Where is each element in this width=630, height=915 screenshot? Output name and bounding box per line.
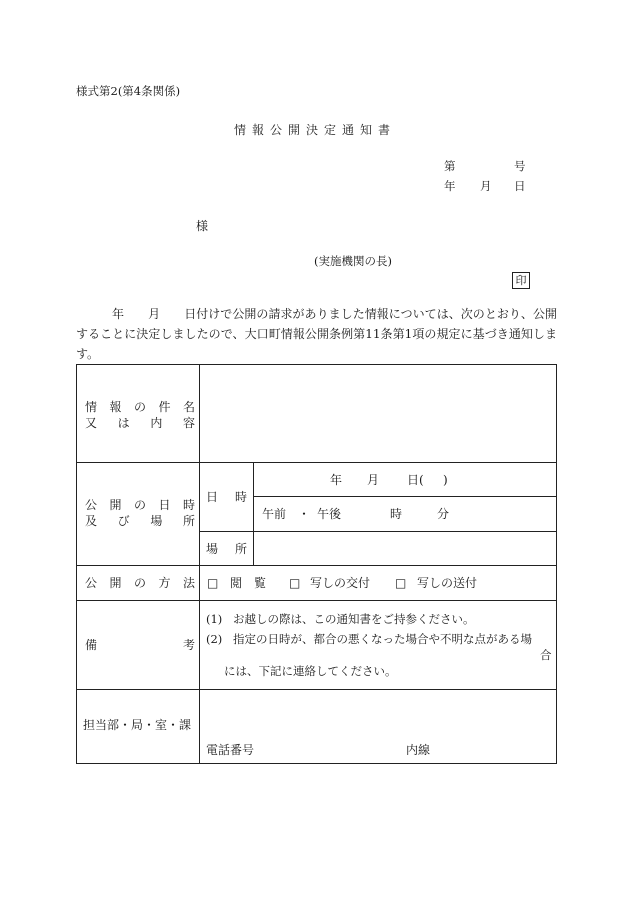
remark-2-text: 指定の日時が、都合の悪くなった場合や不明な点がある場	[233, 632, 532, 646]
date-month-unit: 月	[367, 473, 380, 487]
remark-1-text: お越しの際は、この通知書をご持参ください。	[233, 612, 475, 626]
document-number-suffix: 号	[514, 159, 526, 173]
method-label-cell	[77, 566, 200, 600]
time-minute-unit: 分	[437, 507, 450, 521]
document-title: 情報公開決定通知書	[233, 123, 396, 137]
method-browse-label: 閲 覧	[230, 576, 267, 590]
notice-body: 年 月 日付けで公開の請求がありました情報については、次のとおり、公開することに決定しましたので、大口町情報公開条例第11条第1項の規定に基づき通知します。	[76, 307, 557, 361]
datetime-label-line1: 公 開 の 日 時	[85, 498, 195, 512]
method-copy-delivery-label: 写しの交付	[310, 576, 371, 590]
subject-label-line1: 情 報 の 件 名	[85, 400, 195, 414]
department-value-cell[interactable]	[200, 690, 556, 763]
method-label: 公 開 の 方 法	[85, 576, 195, 590]
time-separator: ・	[298, 507, 311, 521]
date-day-unit: 日(	[407, 473, 424, 487]
remark-2-continuation: には、下記に連絡してください。	[224, 664, 397, 678]
department-row	[77, 689, 556, 763]
issue-date-month: 月	[480, 179, 492, 193]
time-hour-unit: 時	[390, 507, 403, 521]
nichiji-label-cell: 日 時	[200, 463, 254, 531]
subject-label-line2: 又 は 内 容	[85, 416, 195, 430]
subject-value-cell[interactable]	[200, 365, 556, 462]
department-label: 担当部・局・室・課	[83, 718, 192, 732]
seal-box: 印	[512, 272, 530, 289]
datetime-label-cell	[77, 463, 200, 565]
method-copy-delivery-checkbox[interactable]: □	[289, 576, 301, 590]
method-copy-mail-checkbox[interactable]: □	[395, 576, 407, 590]
remarks-label: 備 考	[85, 638, 195, 652]
issue-date-year: 年	[444, 179, 456, 193]
department-label-cell	[77, 690, 200, 763]
method-browse-checkbox[interactable]: □	[207, 576, 219, 590]
remarks-cell	[200, 601, 556, 689]
subject-label-cell	[77, 365, 200, 462]
datetime-value-cell	[200, 463, 556, 565]
extension-label: 内線	[406, 743, 431, 757]
remark-2-overflow-char: 合	[540, 648, 552, 662]
basho-label-cell: 場 所	[200, 531, 254, 565]
issuer-title: (実施機関の長)	[314, 254, 392, 268]
issue-date-day: 日	[514, 179, 526, 193]
remark-2-number: (2)	[206, 632, 223, 646]
datetime-place-row	[77, 462, 556, 565]
time-pm: 午後	[317, 507, 342, 521]
notice-table	[76, 364, 557, 764]
method-copy-mail-label: 写しの送付	[417, 576, 478, 590]
subject-row	[77, 365, 556, 462]
remarks-row	[77, 600, 556, 689]
document-number-prefix: 第	[444, 159, 456, 173]
datetime-label-line2: 及 び 場 所	[85, 514, 195, 528]
method-options-cell	[200, 566, 556, 600]
phone-number-label: 電話番号	[206, 743, 255, 757]
method-row	[77, 565, 556, 600]
remarks-label-cell	[77, 601, 200, 689]
date-weekday-close: )	[443, 473, 448, 487]
time-am: 午前	[262, 507, 287, 521]
date-year-unit: 年	[330, 473, 343, 487]
date-time-divider	[253, 496, 556, 497]
form-number-label: 様式第2(第4条関係)	[76, 84, 181, 98]
remark-1-number: (1)	[206, 612, 223, 626]
addressee-honorific: 様	[196, 219, 209, 233]
